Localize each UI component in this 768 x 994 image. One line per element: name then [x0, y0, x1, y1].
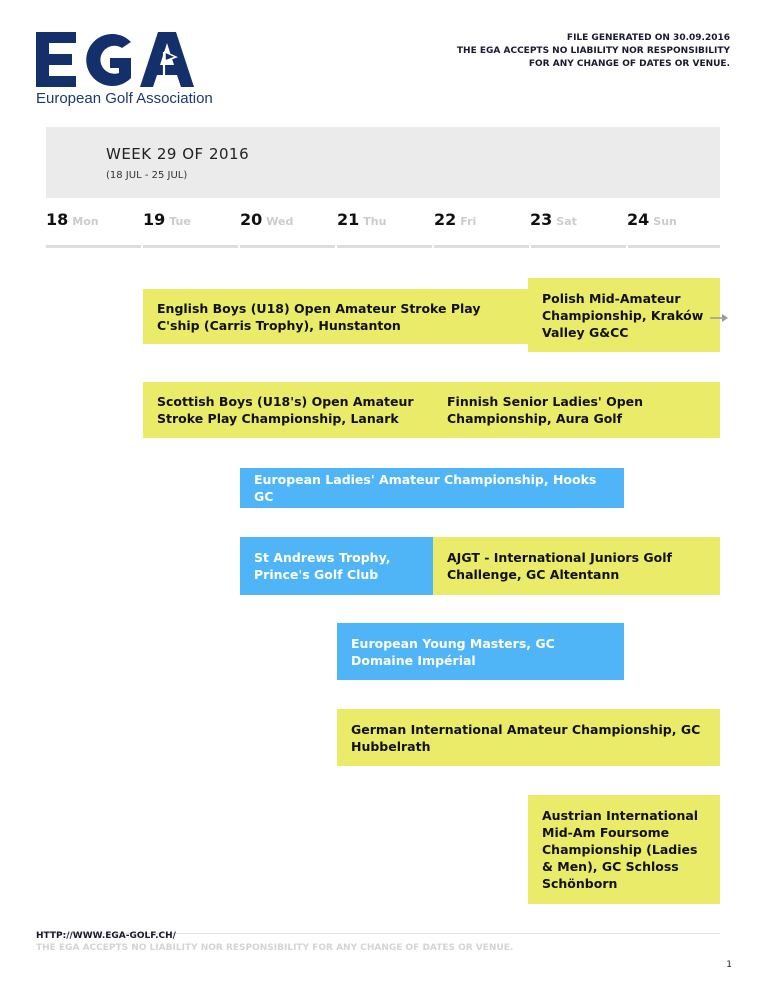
day-name: Wed [266, 215, 294, 228]
event-block[interactable] [433, 382, 720, 438]
event-title: Scottish Boys (U18's) Open Amateur Stroke Play Championship, Lanark [157, 394, 414, 426]
event-block[interactable] [143, 289, 530, 344]
footer-disclaimer: THE EGA ACCEPTS NO LIABILITY NOR RESPONSIBILITY FOR ANY CHANGE OF DATES OR VENUE. [36, 943, 514, 953]
day-number: 22 [434, 210, 457, 229]
event-block[interactable] [337, 623, 624, 680]
notice-line: FOR ANY CHANGE OF DATES OR VENUE. [528, 59, 730, 69]
event-title: European Ladies' Amateur Championship, Hooks GC [254, 472, 597, 504]
day-number: 19 [143, 210, 166, 229]
day-name: Tue [169, 215, 191, 228]
day-name: Mon [72, 215, 99, 228]
day-header-mon [46, 210, 99, 229]
day-number: 21 [337, 210, 360, 229]
notice-line: FILE GENERATED ON 30.09.2016 [566, 33, 730, 43]
day-header-wed [240, 210, 293, 229]
day-header-fri [434, 210, 476, 229]
notice-line: THE EGA ACCEPTS NO LIABILITY NOR RESPONSIBILITY [456, 46, 730, 56]
event-block[interactable] [240, 537, 433, 595]
ega-logo-mark [36, 30, 198, 90]
day-name: Thu [363, 215, 387, 228]
event-block[interactable] [433, 537, 720, 595]
event-title: Finnish Senior Ladies' Open Championship, Aura Golf [447, 394, 644, 426]
day-name: Fri [460, 215, 477, 228]
day-number: 24 [627, 210, 650, 229]
day-name: Sun [653, 215, 677, 228]
event-title: AJGT - International Juniors Golf Challenge, GC Altentann [447, 550, 672, 582]
logo-subtitle: European Golf Association [36, 90, 213, 107]
continues-arrow-icon [710, 313, 728, 323]
event-block[interactable] [528, 795, 720, 904]
event-title: Polish Mid-Amateur Championship, Kraków Valley G&CC [542, 290, 704, 340]
ega-logo [36, 30, 213, 112]
day-header-tue [143, 210, 191, 229]
week-range: (18 JUL - 25 JUL) [106, 170, 188, 181]
day-number: 20 [240, 210, 263, 229]
day-header-sat [530, 210, 577, 229]
event-block[interactable] [528, 278, 720, 352]
day-number: 18 [46, 210, 69, 229]
week-banner [46, 127, 720, 198]
footer-url-link[interactable]: HTTP://WWW.EGA-GOLF.CH/ [36, 931, 176, 941]
day-header-sun [627, 210, 677, 229]
day-number: 23 [530, 210, 553, 229]
event-block[interactable] [143, 382, 433, 438]
event-title: Austrian International Mid-Am Foursome Championship (Ladies & Men), GC Schloss Schönborn [542, 808, 699, 891]
event-title: European Young Masters, GC Domaine Impérial [351, 635, 555, 668]
event-title: German International Amateur Championship, GC Hubbelrath [351, 721, 701, 754]
event-block[interactable] [337, 709, 720, 766]
day-name: Sat [556, 215, 577, 228]
event-title: English Boys (U18) Open Amateur Stroke Play C'ship (Carris Trophy), Hunstanton [157, 300, 481, 333]
event-block[interactable] [240, 468, 624, 508]
day-header-rule [46, 245, 720, 248]
generation-notice [457, 32, 730, 71]
week-title: WEEK 29 OF 2016 [106, 145, 250, 163]
day-header-thu [337, 210, 386, 229]
event-title: St Andrews Trophy, Prince's Golf Club [254, 550, 391, 582]
page-number: 1 [726, 960, 732, 970]
